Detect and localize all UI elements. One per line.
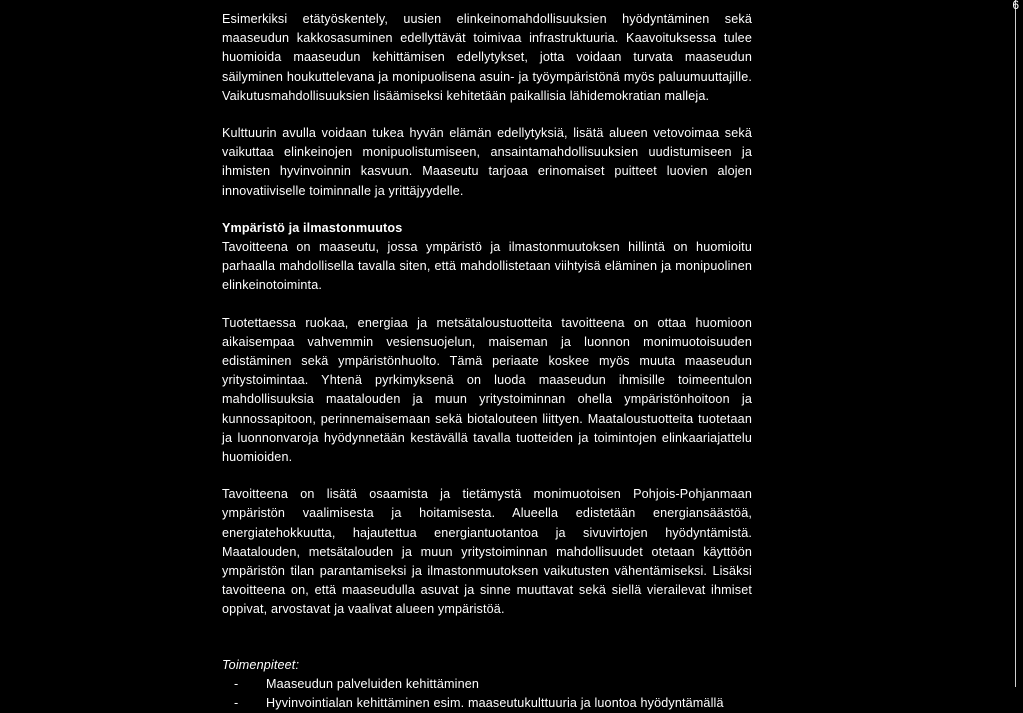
paragraph-culture: Kulttuurin avulla voidaan tukea hyvän elämän edellytyksiä, lisätä alueen vetovoimaa sekä vaikuttaa elinkeinojen monipuolistumiseen, ansaintamahdollisuuksien uudistumiseen ja ihmisten hyvinvoinnin kasvuun. Maaseutu tarjoaa erinomaiset puitteet luovien alojen innovatiiviselle toiminnalle ja yrittäjyydelle. — [222, 126, 752, 198]
measures-title: Toimenpiteet: — [222, 657, 300, 672]
paragraph-knowledge: Tavoitteena on lisätä osaamista ja tietämystä monimuotoisen Pohjois-Pohjanmaan ympäristön vaalimisesta ja hoitamisesta. Alueella edistetään energiansäästöä, energiatehokkuutta, hajautettua energiantuotantoa ja sivuvirtojen hyödyntämistä. Maatalouden, metsätalouden ja muun yritystoiminnan mahdollisuudet otetaan käyttöön ympäristön tilan parantamiseksi ja ilmastonmuutoksen vaikutusten vähentämiseksi. Lisäksi tavoitteena on, että maaseudulla asuvat ja sinne muuttavat sekä siellä vierailevat ihmiset oppivat, arvostavat ja vaalivat alueen ympäristöä. — [222, 487, 752, 617]
section-heading: Ympäristö ja ilmastonmuutos — [222, 220, 403, 235]
list-item: - Hyvinvointialan kehittäminen esim. maaseutukulttuuria ja luontoa hyödyntämällä — [222, 694, 752, 713]
paragraph-food-energy: Tuotettaessa ruokaa, energiaa ja metsätaloustuotteita tavoitteena on ottaa huomioon aikaisempaa vahvemmin vesiensuojelun, maiseman ja luonnon monimuotoisuuden edistäminen sekä ympäristönhuolto. Tämä periaate koskee myös muuta maaseudun yritystoimintaa. Yhtenä pyrkimyksenä on luoda maaseudun ihmisille toimeentulon mahdollisuuksia maatalouden ja muun yritystoiminnan ohella ympäristönhoitoon ja kunnossapitoon, perinnemaisemaan sekä biotalouteen liittyen. Maataloustuotteita tuotetaan ja luonnonvaroja hyödynnetään kestävällä tavalla tuotteiden ja toimintojen elinkaariajattelu huomioiden. — [222, 315, 752, 465]
page-number: 6 — [1012, 0, 1019, 12]
document-body — [222, 10, 752, 713]
measures-list — [222, 675, 752, 713]
list-item: - Maaseudun palveluiden kehittäminen — [222, 675, 752, 694]
paragraph-environment-goal: Tavoitteena on maaseutu, jossa ympäristö ja ilmastonmuutoksen hillintä on huomioitu parhaalla mahdollisella tavalla siten, että mahdollistetaan viihtyisä eläminen ja monipuolinen elinkeinotoiminta. — [222, 240, 752, 293]
paragraph-infrastructure: Esimerkiksi etätyöskentely, uusien elinkeinomahdollisuuksien hyödyntäminen sekä maaseudun kakkosasuminen edellyttävät toimivaa infrastruktuuria. Kaavoituksessa tulee huomioida maaseudun kehittämisen edellytykset, jotta voidaan turvata maaseudun säilyminen houkuttelevana ja monipuolisena asuin- ja työympäristönä myös paluumuuttajille. Vaikutusmahdollisuuksien lisäämiseksi kehitetään paikallisia lähidemokratian malleja. — [222, 12, 752, 103]
